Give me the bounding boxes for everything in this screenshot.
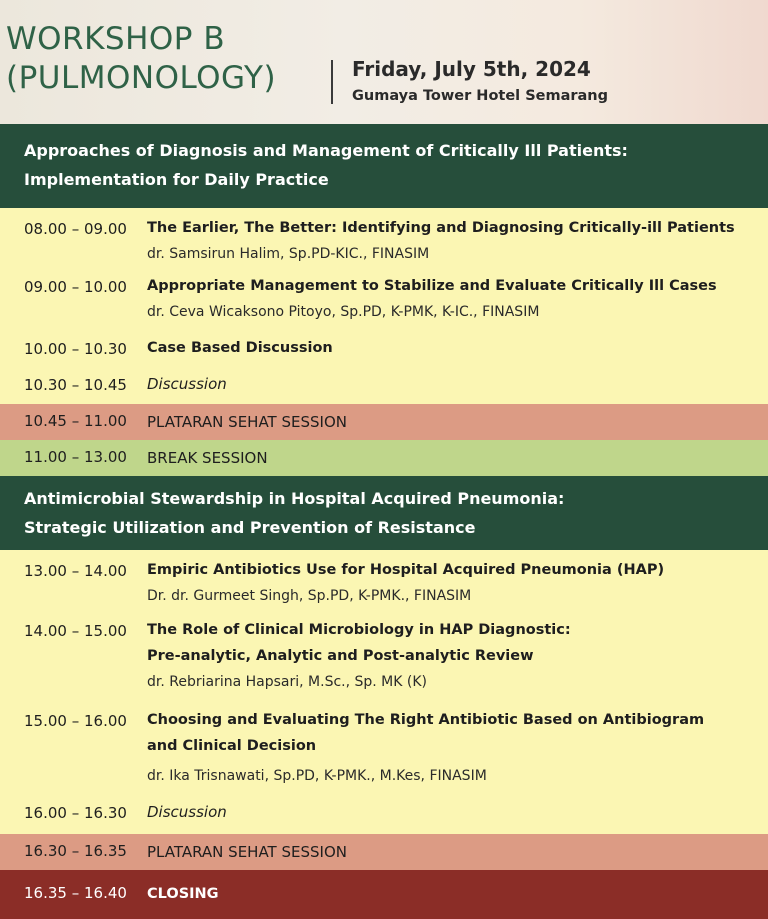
- row-time: 10.00 – 10.30: [24, 340, 127, 358]
- row-speaker: dr. Samsirun Halim, Sp.PD-KIC., FINASIM: [147, 246, 430, 262]
- schedule-row: [0, 550, 768, 614]
- schedule-row: [0, 208, 768, 270]
- row-content: [147, 707, 758, 789]
- row-time: 08.00 – 09.00: [24, 220, 127, 238]
- row-time: 16.30 – 16.35: [24, 842, 127, 860]
- section-title-line1: Antimicrobial Stewardship in Hospital Acquired Pneumonia:: [24, 489, 565, 508]
- row-time: 16.00 – 16.30: [24, 804, 127, 822]
- schedule-row: [0, 332, 768, 368]
- row-speaker: Dr. dr. Gurmeet Singh, Sp.PD, K-PMK., FINASIM: [147, 588, 472, 604]
- schedule-row: [0, 796, 768, 834]
- row-title: PLATARAN SEHAT SESSION: [147, 413, 347, 431]
- row-time: 10.30 – 10.45: [24, 376, 127, 394]
- row-content: [147, 799, 758, 825]
- row-title: The Earlier, The Better: Identifying and Diagnosing Critically-ill Patients: [147, 220, 735, 236]
- section-title-line1: Approaches of Diagnosis and Management of Critically Ill Patients:: [24, 141, 628, 160]
- row-content: [147, 371, 758, 397]
- row-time: 09.00 – 10.00: [24, 278, 127, 296]
- row-content: [147, 617, 758, 695]
- row-speaker: dr. Rebriarina Hapsari, M.Sc., Sp. MK (K): [147, 674, 427, 690]
- event-date: Friday, July 5th, 2024: [352, 57, 591, 81]
- row-title: CLOSING: [147, 886, 219, 902]
- row-title: Appropriate Management to Stabilize and Evaluate Critically Ill Cases: [147, 278, 717, 294]
- row-content: [147, 839, 758, 865]
- header: [0, 0, 768, 124]
- row-title-line1: The Role of Clinical Microbiology in HAP Diagnostic:: [147, 622, 571, 638]
- row-content: [147, 557, 758, 609]
- header-divider: [331, 60, 333, 104]
- section-header: [0, 124, 768, 208]
- row-speaker: dr. Ika Trisnawati, Sp.PD, K-PMK., M.Kes, FINASIM: [147, 768, 487, 784]
- schedule-row: [0, 704, 768, 796]
- row-content: [147, 335, 758, 361]
- row-content: [147, 881, 758, 907]
- plataran-row: [0, 834, 768, 870]
- event-venue: Gumaya Tower Hotel Semarang: [352, 88, 609, 104]
- workshop-title: [6, 20, 276, 98]
- plataran-row: [0, 404, 768, 440]
- schedule: [0, 124, 768, 919]
- row-title: Empiric Antibiotics Use for Hospital Acquired Pneumonia (HAP): [147, 562, 665, 578]
- row-title-line2: and Clinical Decision: [147, 738, 317, 754]
- row-title: Discussion: [147, 803, 227, 821]
- row-title-line1: Choosing and Evaluating The Right Antibiotic Based on Antibiogram: [147, 712, 705, 728]
- row-title: PLATARAN SEHAT SESSION: [147, 843, 347, 861]
- closing-row: [0, 870, 768, 919]
- workshop-title-line1: WORKSHOP B: [6, 21, 226, 57]
- section-title-line2: Strategic Utilization and Prevention of Resistance: [24, 518, 476, 537]
- section-title-line2: Implementation for Daily Practice: [24, 170, 329, 189]
- row-time: 15.00 – 16.00: [24, 712, 127, 730]
- row-title: Discussion: [147, 375, 227, 393]
- break-row: [0, 440, 768, 476]
- row-time: 11.00 – 13.00: [24, 448, 127, 466]
- row-time: 16.35 – 16.40: [24, 884, 127, 902]
- row-title: Case Based Discussion: [147, 340, 333, 356]
- row-speaker: dr. Ceva Wicaksono Pitoyo, Sp.PD, K-PMK, K-IC., FINASIM: [147, 304, 540, 320]
- row-content: [147, 409, 758, 435]
- row-time: 10.45 – 11.00: [24, 412, 127, 430]
- schedule-row: [0, 270, 768, 332]
- row-title-line2: Pre-analytic, Analytic and Post-analytic Review: [147, 648, 534, 664]
- schedule-row: [0, 614, 768, 704]
- row-content: [147, 445, 758, 471]
- row-title: BREAK SESSION: [147, 449, 268, 467]
- schedule-row: [0, 368, 768, 404]
- workshop-title-line2: (PULMONOLOGY): [6, 60, 277, 96]
- row-time: 14.00 – 15.00: [24, 622, 127, 640]
- section-header: [0, 476, 768, 550]
- row-time: 13.00 – 14.00: [24, 562, 127, 580]
- row-content: [147, 215, 758, 267]
- row-content: [147, 273, 758, 325]
